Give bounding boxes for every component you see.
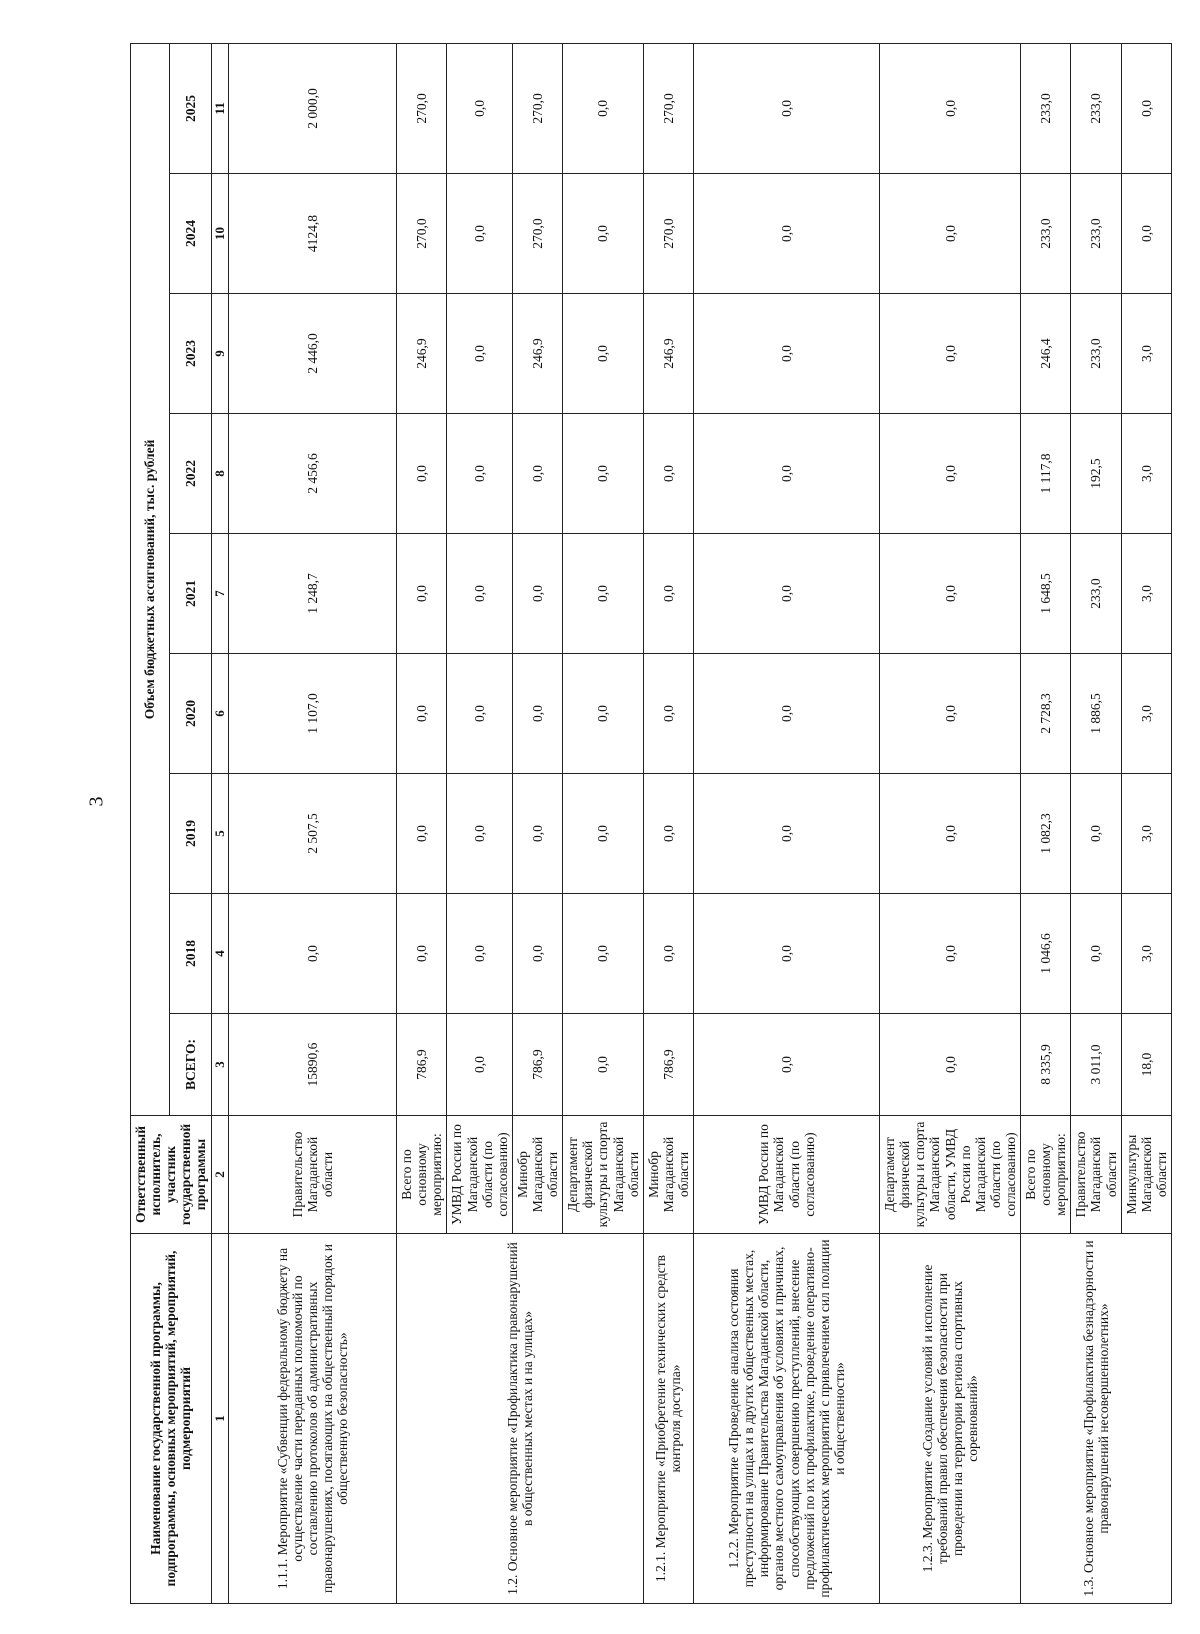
year-value-cell: 0,0 [397,414,447,534]
year-value-cell: 0,0 [397,654,447,774]
budget-table [130,43,1172,1604]
header-year: 2021 [170,534,212,654]
column-number: 2 [211,1116,229,1234]
column-number: 11 [211,43,229,173]
executor-cell: Минобр Магаданской области [512,1116,562,1234]
executor-cell: Минобр Магаданской области [643,1116,693,1234]
year-value-cell: 0,0 [643,534,693,654]
year-value-cell: 1 117,8 [1021,414,1071,534]
column-number: 5 [211,774,229,894]
column-number: 10 [211,174,229,294]
header-program-name: Наименование государственной программы, подпрограммы, основных мероприятий, мероприятий, подмероприятий [131,1234,212,1604]
year-value-cell: 0,0 [694,294,880,414]
year-value-cell: 1 046,6 [1021,894,1071,1014]
column-number: 3 [211,1014,229,1116]
total-value-cell: 18,0 [1121,1014,1171,1116]
executor-cell: Правительство Магаданской области [1071,1116,1121,1234]
column-number: 9 [211,294,229,414]
year-value-cell: 0,0 [880,894,1021,1014]
year-value-cell: 3,0 [1121,894,1171,1014]
year-value-cell: 3,0 [1121,534,1171,654]
total-value-cell: 786,9 [512,1014,562,1116]
year-value-cell: 233,0 [1021,43,1071,173]
column-number: 6 [211,654,229,774]
executor-cell: УМВД России по Магаданской области (по согласованию) [694,1116,880,1234]
year-value-cell: 0,0 [694,894,880,1014]
year-value-cell: 0,0 [643,414,693,534]
year-value-cell: 1 886,5 [1071,654,1121,774]
year-value-cell: 0,0 [694,174,880,294]
header-year: 2024 [170,174,212,294]
year-value-cell: 0,0 [694,534,880,654]
table-row [397,43,447,1603]
total-value-cell: 0,0 [447,1014,512,1116]
year-value-cell: 0,0 [563,294,644,414]
year-value-cell: 246,9 [397,294,447,414]
executor-cell: Департамент физической культуры и спорта Магаданской области [563,1116,644,1234]
column-number: 8 [211,414,229,534]
year-value-cell: 0,0 [880,174,1021,294]
executor-cell: Всего по основному мероприятию: [1021,1116,1071,1234]
year-value-cell: 0,0 [563,534,644,654]
year-value-cell: 246,4 [1021,294,1071,414]
year-value-cell: 233,0 [1071,294,1121,414]
table-row [694,43,880,1603]
header-executor: Ответственный исполнитель, участник государственной программы [131,1116,212,1234]
year-value-cell: 0,0 [880,43,1021,173]
program-item-name: 1.1.1. Мероприятие «Субвенции федеральному бюджету на осуществление части переданных полномочий по составлению протоколов об административных правонарушениях, посягающих на общественный порядок и общественную безопасность» [229,1234,397,1604]
year-value-cell: 2 446,0 [229,294,397,414]
year-value-cell: 0,0 [643,894,693,1014]
year-value-cell: 0,0 [447,894,512,1014]
year-value-cell: 2 507,5 [229,774,397,894]
year-value-cell: 270,0 [397,174,447,294]
year-value-cell: 0,0 [1071,774,1121,894]
year-value-cell: 0,0 [512,534,562,654]
executor-cell: Правительство Магаданской области [229,1116,397,1234]
year-value-cell: 233,0 [1071,534,1121,654]
year-value-cell: 0,0 [880,414,1021,534]
year-value-cell: 0,0 [563,174,644,294]
page-number: 3 [85,796,108,807]
year-value-cell: 0,0 [512,654,562,774]
year-value-cell: 1 248,7 [229,534,397,654]
year-value-cell: 2 000,0 [229,43,397,173]
header-funding-title: Объем бюджетных ассигнований, тыс. рублей [131,43,170,1115]
total-value-cell: 786,9 [397,1014,447,1116]
year-value-cell: 0,0 [694,43,880,173]
header-total: ВСЕГО: [170,1014,212,1116]
total-value-cell: 0,0 [563,1014,644,1116]
executor-cell: Минкультуры Магаданской области [1121,1116,1171,1234]
year-value-cell: 0,0 [1121,43,1171,173]
year-value-cell: 0,0 [694,774,880,894]
table-row [880,43,1021,1603]
total-value-cell: 8 335,9 [1021,1014,1071,1116]
year-value-cell: 0,0 [563,414,644,534]
year-value-cell: 4124,8 [229,174,397,294]
year-value-cell: 233,0 [1021,174,1071,294]
executor-cell: Департамент физической культуры и спорта Магаданской области, УМВД России по Магаданской области (по согласованию) [880,1116,1021,1234]
year-value-cell: 3,0 [1121,294,1171,414]
total-value-cell: 0,0 [694,1014,880,1116]
year-value-cell: 270,0 [512,43,562,173]
table-row [1021,43,1071,1603]
header-year: 2020 [170,654,212,774]
year-value-cell: 0,0 [397,894,447,1014]
table-row [643,43,693,1603]
year-value-cell: 0,0 [512,894,562,1014]
year-value-cell: 0,0 [563,894,644,1014]
header-year: 2018 [170,894,212,1014]
year-value-cell: 246,9 [643,294,693,414]
program-item-name: 1.2.3. Мероприятие «Создание условий и исполнение требований правил обеспечения безопасности при проведении на территории региона спортивных соревнований» [880,1234,1021,1604]
year-value-cell: 270,0 [397,43,447,173]
executor-cell: УМВД России по Магаданской области (по согласованию) [447,1116,512,1234]
year-value-cell: 0,0 [880,294,1021,414]
year-value-cell: 0,0 [880,534,1021,654]
year-value-cell: 270,0 [643,43,693,173]
program-item-name: 1.2.1. Мероприятие «Приобретение технических средств контроля доступа» [643,1234,693,1604]
rotated-table-container [130,44,1169,1604]
year-value-cell: 0,0 [447,294,512,414]
year-value-cell: 0,0 [880,654,1021,774]
year-value-cell: 0,0 [447,414,512,534]
header-year: 2023 [170,294,212,414]
year-value-cell: 233,0 [1071,174,1121,294]
year-value-cell: 3,0 [1121,774,1171,894]
year-value-cell: 2 456,6 [229,414,397,534]
header-year: 2022 [170,414,212,534]
year-value-cell: 0,0 [1071,894,1121,1014]
year-value-cell: 270,0 [512,174,562,294]
year-value-cell: 0,0 [563,654,644,774]
year-value-cell: 0,0 [447,654,512,774]
year-value-cell: 0,0 [643,774,693,894]
year-value-cell: 233,0 [1071,43,1121,173]
year-value-cell: 0,0 [563,43,644,173]
year-value-cell: 0,0 [1121,174,1171,294]
header-year: 2025 [170,43,212,173]
program-item-name: 1.3. Основное мероприятие «Профилактика безнадзорности и правонарушений несовершеннолетних» [1021,1234,1172,1604]
column-number: 4 [211,894,229,1014]
column-number: 1 [211,1234,229,1604]
total-value-cell: 786,9 [643,1014,693,1116]
year-value-cell: 0,0 [447,534,512,654]
year-value-cell: 0,0 [694,654,880,774]
total-value-cell: 3 011,0 [1071,1014,1121,1116]
year-value-cell: 0,0 [447,774,512,894]
year-value-cell: 3,0 [1121,654,1171,774]
year-value-cell: 0,0 [447,174,512,294]
table-body [229,43,1172,1603]
year-value-cell: 1 107,0 [229,654,397,774]
year-value-cell: 0,0 [512,414,562,534]
year-value-cell: 0,0 [694,414,880,534]
program-item-name: 1.2.2. Мероприятие «Проведение анализа состояния преступности на улицах и в других общественных местах, информирование Правительства Магаданской области, органов местного самоуправления об условиях и причинах, способствующих совершению преступлений, внесение предложений по их профилактике, проведение оперативно-профилактических мероприятий с привлечением сил полиции и общественности» [694,1234,880,1604]
year-value-cell: 0,0 [512,774,562,894]
year-value-cell: 0,0 [397,774,447,894]
year-value-cell: 192,5 [1071,414,1121,534]
year-value-cell: 1 648,5 [1021,534,1071,654]
year-value-cell: 2 728,3 [1021,654,1071,774]
year-value-cell: 246,9 [512,294,562,414]
year-value-cell: 3,0 [1121,414,1171,534]
year-value-cell: 0,0 [563,774,644,894]
year-value-cell: 0,0 [880,774,1021,894]
year-value-cell: 1 082,3 [1021,774,1071,894]
total-value-cell: 0,0 [880,1014,1021,1116]
year-value-cell: 0,0 [229,894,397,1014]
year-value-cell: 0,0 [643,654,693,774]
year-value-cell: 0,0 [397,534,447,654]
year-value-cell: 0,0 [447,43,512,173]
table-row [229,43,397,1603]
executor-cell: Всего по основному мероприятию: [397,1116,447,1234]
total-value-cell: 15890,6 [229,1014,397,1116]
year-value-cell: 270,0 [643,174,693,294]
header-year: 2019 [170,774,212,894]
program-item-name: 1.2. Основное мероприятие «Профилактика правонарушений в общественных местах и на улицах» [397,1234,644,1604]
column-number: 7 [211,534,229,654]
